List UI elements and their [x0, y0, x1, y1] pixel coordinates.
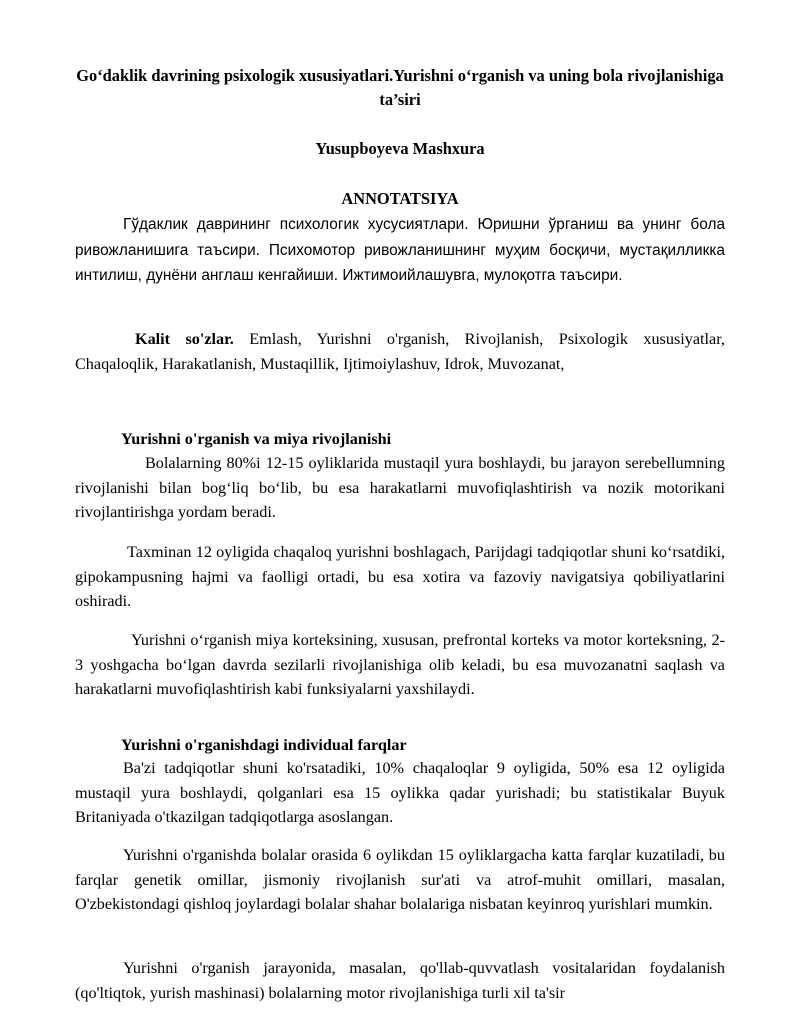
keywords-paragraph: [75, 327, 725, 376]
section-paragraph: Ba'zi tadqiqotlar shuni ko'rsatadiki, 10% chaqaloqlar 9 oyligida, 50% esa 12 oyligida mustaqil yura boshlaydi, qolganlari esa 15 oylikka qadar yurishadi; bu statistikalar Buyuk Britaniyada o'tkazilgan tadqiqotlarga asoslangan.: [75, 759, 725, 826]
section-paragraph: Yurishni o‘rganish miya korteksining, xususan, prefrontal korteks va motor korteksning, 2-3 yoshgacha bo‘lgan davrda sezilarli rivojlanishiga olib keladi, bu esa muvozanatni saqlash va harakatlarni muvofiqlashtirish kabi funksiyalarni yaxshilaydi.: [75, 631, 725, 698]
annotation-heading: ANNOTATSIYA: [341, 189, 459, 208]
section-paragraph: Yurishni o'rganishda bolalar orasida 6 oylikdan 15 oyliklargacha katta farqlar kuzatiladi, bu farqlar genetik omillar, jismoniy rivojlanish sur'ati va atrof-muhit omillari, masalan, O'zbekistondagi qishloq joylardagi bolalar shahar bolalariga nisbatan keyinroq yurishlari mumkin.: [75, 846, 725, 913]
section-paragraph: Bolalarning 80%i 12-15 oyliklarida mustaqil yura boshlaydi, bu jarayon serebellumning rivojlanishi bilan bog‘liq bo‘lib, bu esa harakatlarni muvofiqlashtirish va nozik motorikani rivojlantirishga yordam beradi.: [75, 454, 725, 521]
section-heading: Yurishni o'rganishdagi individual farqlar: [121, 736, 407, 754]
keywords-list: Emlash, Yurishni o'rganish, Rivojlanish, Psixologik xususiyatlar, Chaqaloqlik, Harakatlanish, Mustaqillik, Ijtimoiylashuv, Idrok, Muvozanat,: [75, 330, 725, 373]
keywords-label: Kalit so'zlar.: [135, 330, 234, 348]
annotation-text: Гўдаклик даврининг психологик хусусиятлари. Юришни ўрганиш ва унинг бола ривожланишига таъсири. Психомотор ривожланишнинг муҳим босқичи, мустақилликка интилиш, дунёни англаш кенгайиши. Ижтимоийлашувга, мулоқотга таъсири.: [75, 216, 725, 284]
section-paragraph: Yurishni o'rganish jarayonida, masalan, qo'llab-quvvatlash vositalaridan foydalanish (qo'ltiqtok, yurish mashinasi) bolalarning motor rivojlanishiga turli xil ta'sir: [75, 959, 725, 1002]
section-heading: Yurishni o'rganish va miya rivojlanishi: [121, 430, 392, 448]
document-title: Go‘daklik davrining psixologik xususiyatlari.Yurishni o‘rganish va uning bola rivojlanishiga ta’siri: [76, 66, 724, 109]
author-name: Yusupboyeva Mashxura: [315, 139, 485, 158]
section-paragraph: Taxminan 12 oyligida chaqaloq yurishni boshlagach, Parijdagi tadqiqotlar shuni ko‘rsatdiki, gipokampusning hajmi va faolligi ortadi, bu esa xotira va fazoviy navigatsiya qobiliyatlarini oshiradi.: [75, 543, 725, 610]
